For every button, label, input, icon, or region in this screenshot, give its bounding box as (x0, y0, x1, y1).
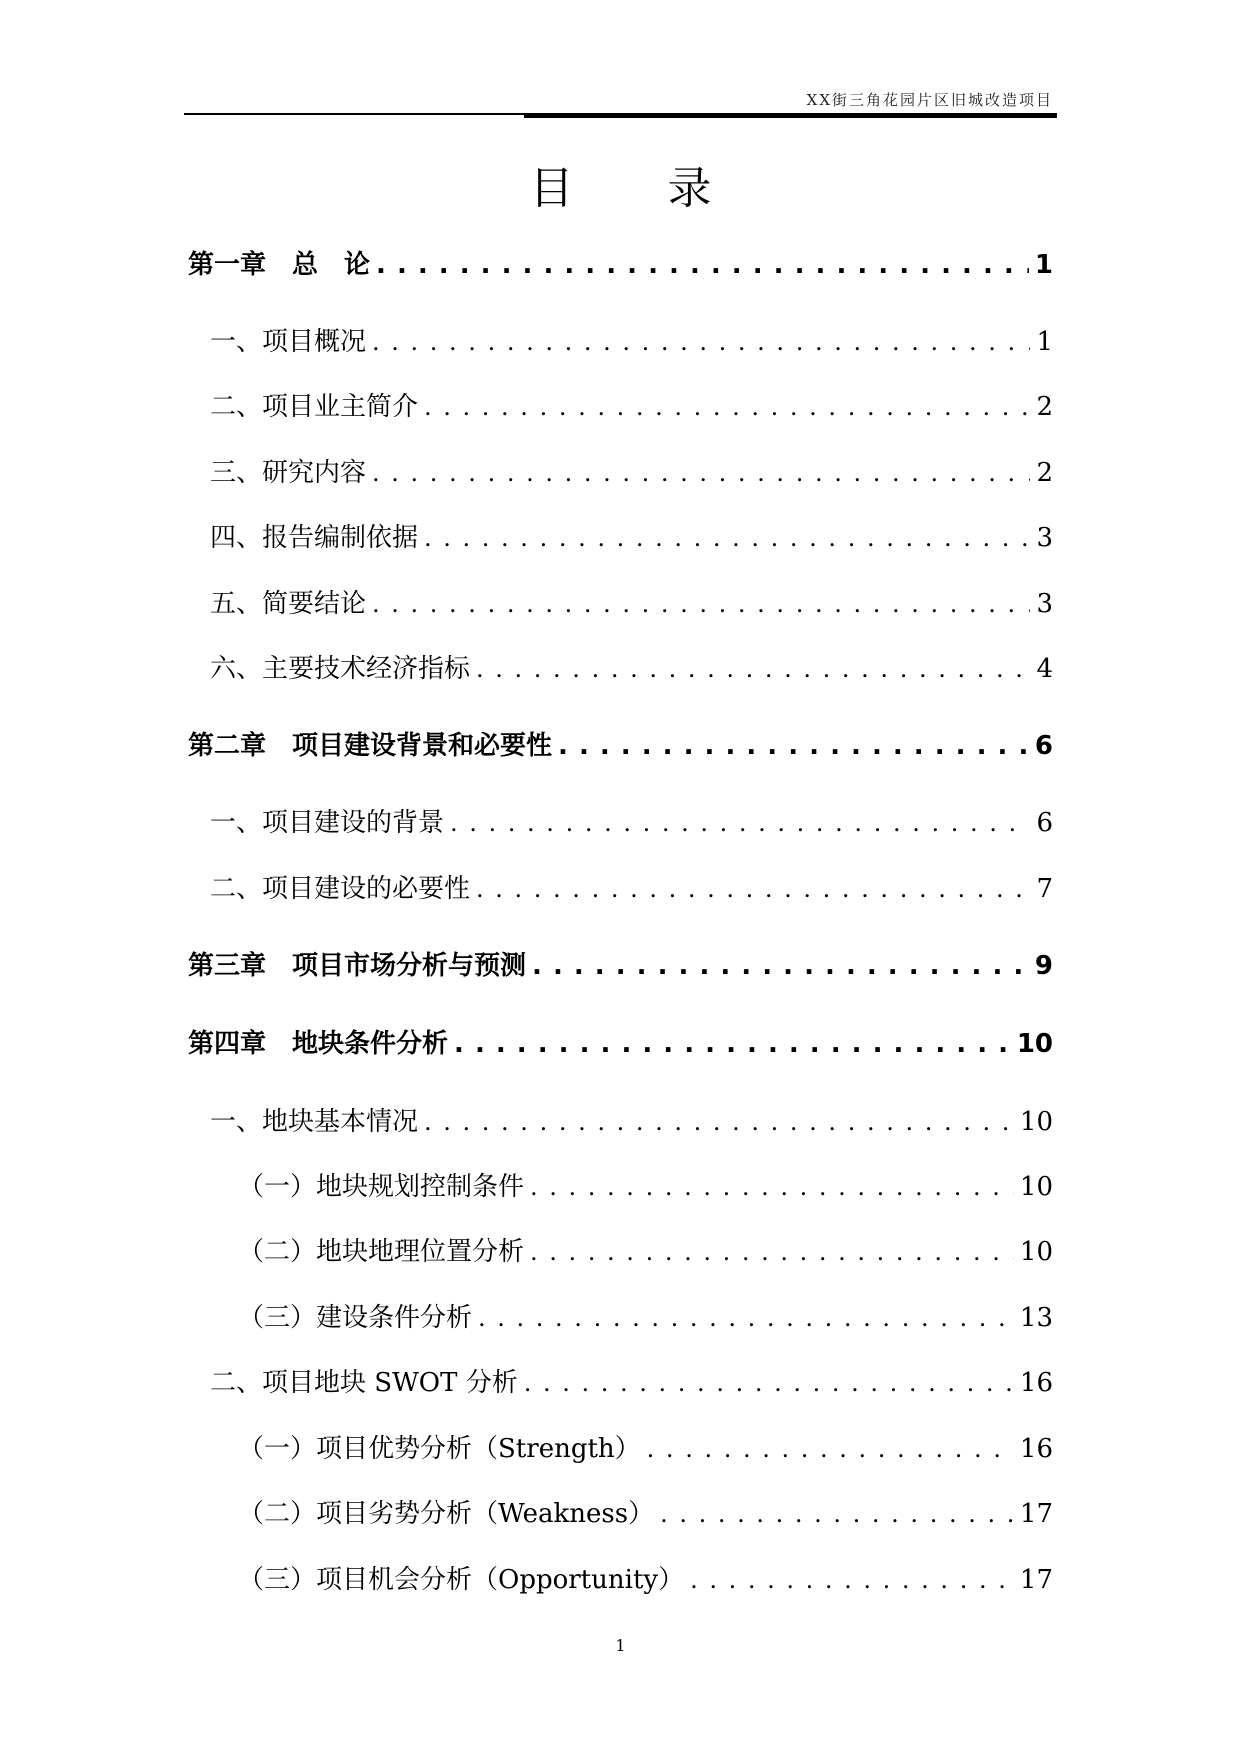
toc-subsection[interactable] (238, 1231, 1053, 1268)
toc-label: 第二章 项目建设背景和必要性 (188, 731, 553, 761)
toc-page: 7 (1036, 874, 1053, 904)
toc-leader (372, 459, 1030, 487)
toc-leader (424, 524, 1030, 552)
toc-label: （二）项目劣势分析（Weakness） (238, 1499, 655, 1529)
toc-label: 二、项目业主简介 (210, 392, 419, 422)
toc-page: 17 (1019, 1565, 1053, 1595)
toc-leader (690, 1566, 1014, 1594)
toc-page: 1 (1034, 250, 1053, 280)
toc-label: （三）建设条件分析 (238, 1303, 473, 1333)
toc-section[interactable] (210, 321, 1053, 358)
toc-leader (478, 1304, 1014, 1332)
toc-label: 第一章 总 论 (188, 250, 371, 280)
toc-leader (558, 731, 1029, 761)
toc-label: 一、地块基本情况 (210, 1107, 419, 1137)
toc-page: 2 (1036, 458, 1053, 488)
toc-leader (450, 809, 1030, 837)
toc-leader (454, 1029, 1011, 1059)
toc-page: 3 (1036, 589, 1053, 619)
toc-subsection[interactable] (238, 1559, 1053, 1596)
toc-leader (660, 1500, 1014, 1528)
toc-leader (476, 875, 1030, 903)
toc-label: 三、研究内容 (210, 458, 367, 488)
toc-chapter-3[interactable] (188, 945, 1053, 982)
toc-leader (424, 393, 1030, 421)
toc-label: （二）地块地理位置分析 (238, 1237, 525, 1267)
toc-subsection[interactable] (238, 1297, 1053, 1334)
toc-section[interactable] (210, 1362, 1053, 1399)
toc-leader (372, 590, 1030, 618)
toc-label: 一、项目建设的背景 (210, 808, 445, 838)
toc-page: 17 (1019, 1499, 1053, 1529)
toc-leader (476, 655, 1030, 683)
toc-chapter-1[interactable] (188, 244, 1053, 281)
toc-label: 一、项目概况 (210, 327, 367, 357)
toc-subsection[interactable] (238, 1428, 1053, 1465)
toc-section[interactable] (210, 648, 1053, 685)
toc-leader (530, 1238, 1014, 1266)
toc-leader (530, 1173, 1014, 1201)
toc-section[interactable] (210, 517, 1053, 554)
toc-section[interactable] (210, 1101, 1053, 1138)
toc-page: 6 (1034, 731, 1053, 761)
toc-leader (424, 1108, 1014, 1136)
header-rule-thick (524, 114, 1057, 118)
toc-label: （三）项目机会分析（Opportunity） (238, 1565, 685, 1595)
toc-section[interactable] (210, 386, 1053, 423)
toc-leader (372, 328, 1030, 356)
toc-label: 第四章 地块条件分析 (188, 1029, 449, 1059)
toc-label: （一）项目优势分析（Strength） (238, 1434, 641, 1464)
toc-page: 4 (1036, 654, 1053, 684)
toc-section[interactable] (210, 868, 1053, 905)
toc-page: 6 (1036, 808, 1053, 838)
toc-page: 3 (1036, 523, 1053, 553)
toc-page: 16 (1019, 1434, 1053, 1464)
toc-page: 2 (1036, 392, 1053, 422)
toc-section[interactable] (210, 802, 1053, 839)
toc-chapter-4[interactable] (188, 1023, 1053, 1060)
toc-page: 9 (1034, 951, 1053, 981)
toc-section[interactable] (210, 583, 1053, 620)
toc-label: 五、简要结论 (210, 589, 367, 619)
toc-subsection[interactable] (238, 1166, 1053, 1203)
toc-section[interactable] (210, 452, 1053, 489)
toc-label: 六、主要技术经济指标 (210, 654, 471, 684)
toc-page: 13 (1019, 1303, 1053, 1333)
toc-label: 第三章 项目市场分析与预测 (188, 951, 527, 981)
toc-subsection[interactable] (238, 1493, 1053, 1530)
page-number: 1 (615, 1636, 626, 1655)
toc-page: 1 (1036, 327, 1053, 357)
toc-leader (532, 951, 1029, 981)
toc-page: 10 (1019, 1107, 1053, 1137)
toc-page: 10 (1019, 1237, 1053, 1267)
toc-page: 16 (1019, 1368, 1053, 1398)
page-title: 目 录 (529, 163, 752, 214)
toc-label: 四、报告编制依据 (210, 523, 419, 553)
toc-page: 10 (1016, 1029, 1053, 1059)
toc-label: 二、项目地块 SWOT 分析 (210, 1368, 518, 1398)
running-header: XX街三角花园片区旧城改造项目 (806, 91, 1053, 109)
toc-leader (524, 1369, 1014, 1397)
toc-label: （一）地块规划控制条件 (238, 1172, 525, 1202)
toc-label: 二、项目建设的必要性 (210, 874, 471, 904)
toc-leader (376, 250, 1029, 280)
toc-chapter-2[interactable] (188, 725, 1053, 762)
toc-page: 10 (1019, 1172, 1053, 1202)
toc-leader (647, 1435, 1014, 1463)
